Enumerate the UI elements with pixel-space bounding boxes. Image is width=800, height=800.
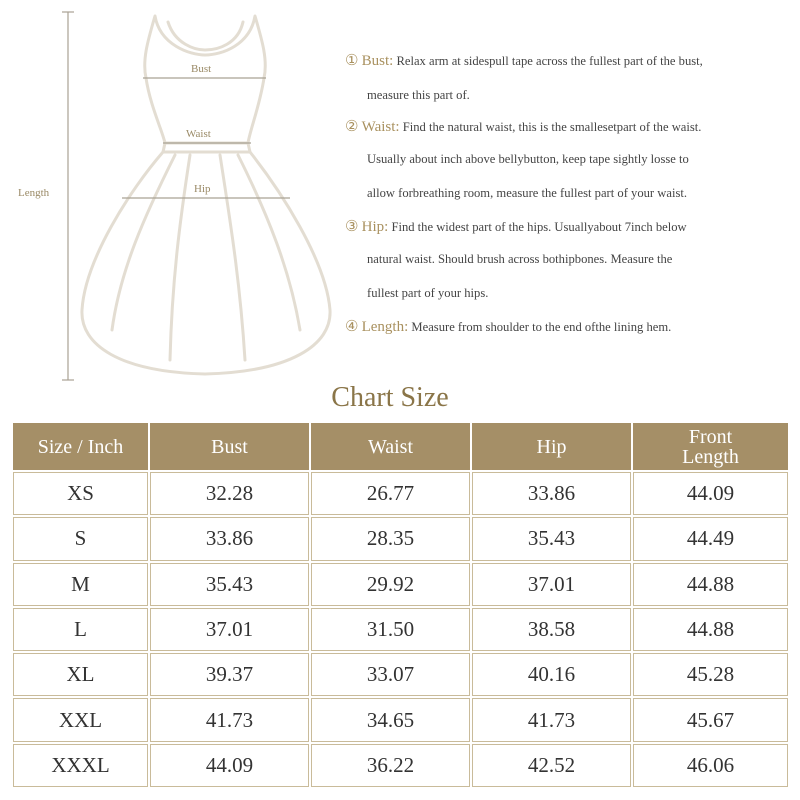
waist-label: Waist	[186, 128, 211, 140]
waist-cell: 28.35	[311, 517, 470, 560]
bust-cell: 35.43	[150, 563, 309, 606]
dress-measurement-diagram	[0, 0, 340, 385]
size-cell: XL	[13, 653, 148, 696]
column-header-front-length: Front Length	[633, 423, 788, 470]
bust-label: Bust	[191, 63, 212, 75]
instruction-number: ①	[345, 53, 359, 69]
instruction-text: Relax arm at sidespull tape across the fullest part of the bust,	[396, 54, 703, 68]
waist-cell: 34.65	[311, 698, 470, 741]
table-row	[13, 563, 788, 606]
size-chart-table	[11, 421, 790, 789]
front-length-cell: 45.67	[633, 698, 788, 741]
column-header-waist: Waist	[311, 423, 470, 470]
column-header-hip: Hip	[472, 423, 631, 470]
table-row	[13, 698, 788, 741]
front-length-cell: 44.49	[633, 517, 788, 560]
hip-cell: 41.73	[472, 698, 631, 741]
instruction-text: Find the widest part of the hips. Usuallyabout 7inch below	[391, 220, 687, 234]
instruction-text: measure this part of.	[367, 88, 470, 102]
column-header-bust: Bust	[150, 423, 309, 470]
instruction-term: Hip:	[361, 219, 389, 235]
hip-cell: 38.58	[472, 608, 631, 651]
bust-cell: 44.09	[150, 744, 309, 787]
table-row	[13, 472, 788, 515]
waist-cell: 26.77	[311, 472, 470, 515]
instruction-term: Length:	[361, 319, 409, 335]
instruction-text: natural waist. Should brush across bothipbones. Measure the	[367, 252, 673, 266]
dress-outline-icon	[0, 0, 340, 385]
instruction-number: ③	[345, 219, 359, 235]
chart-title: Chart Size	[331, 382, 449, 413]
instruction-number: ②	[345, 119, 359, 135]
instruction-text: Usually about inch above bellybutton, keep tape sightly losse to	[367, 152, 689, 166]
size-cell: L	[13, 608, 148, 651]
bust-cell: 33.86	[150, 517, 309, 560]
waist-cell: 33.07	[311, 653, 470, 696]
hip-cell: 40.16	[472, 653, 631, 696]
waist-cell: 36.22	[311, 744, 470, 787]
front-length-cell: 46.06	[633, 744, 788, 787]
instruction-term: Waist:	[361, 119, 400, 135]
size-cell: XXL	[13, 698, 148, 741]
instruction-text: fullest part of your hips.	[367, 286, 489, 300]
table-row	[13, 517, 788, 560]
size-cell: S	[13, 517, 148, 560]
front-length-cell: 45.28	[633, 653, 788, 696]
size-cell: M	[13, 563, 148, 606]
size-cell: XS	[13, 472, 148, 515]
bust-cell: 41.73	[150, 698, 309, 741]
waist-cell: 29.92	[311, 563, 470, 606]
instruction-number: ④	[345, 319, 359, 335]
waist-cell: 31.50	[311, 608, 470, 651]
front-length-cell: 44.88	[633, 608, 788, 651]
hip-cell: 35.43	[472, 517, 631, 560]
table-row	[13, 744, 788, 787]
length-label: Length	[18, 187, 50, 199]
hip-cell: 42.52	[472, 744, 631, 787]
front-length-cell: 44.09	[633, 472, 788, 515]
front-length-cell: 44.88	[633, 563, 788, 606]
table-header-row	[13, 423, 788, 470]
bust-cell: 37.01	[150, 608, 309, 651]
column-header-size: Size / Inch	[13, 423, 148, 470]
instruction-text: Measure from shoulder to the end ofthe lining hem.	[411, 320, 672, 334]
table-row	[13, 653, 788, 696]
hip-label: Hip	[194, 183, 211, 195]
instruction-text: allow forbreathing room, measure the fullest part of your waist.	[367, 186, 687, 200]
size-cell: XXXL	[13, 744, 148, 787]
hip-cell: 33.86	[472, 472, 631, 515]
hip-cell: 37.01	[472, 563, 631, 606]
bust-cell: 32.28	[150, 472, 309, 515]
table-row	[13, 608, 788, 651]
instruction-term: Bust:	[361, 53, 394, 69]
bust-cell: 39.37	[150, 653, 309, 696]
instruction-text: Find the natural waist, this is the smallesetpart of the waist.	[402, 120, 702, 134]
